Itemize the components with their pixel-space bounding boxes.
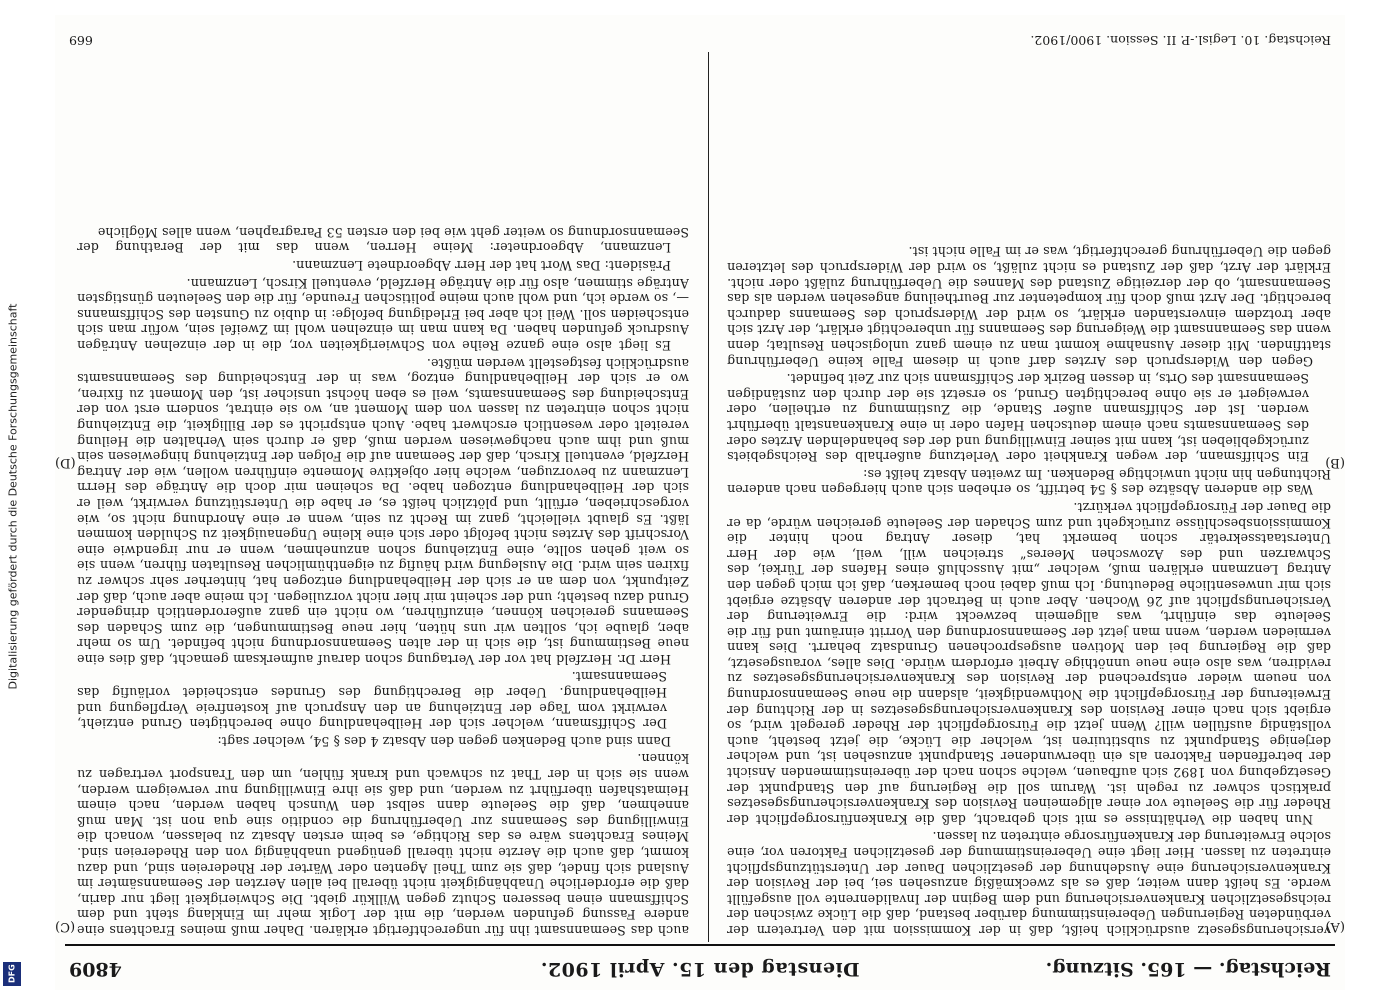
marker-a: (A): [1325, 919, 1345, 934]
paragraph: Herr Dr. Herzfeld hat vor der Vertagung schon darauf aufmerksam gemacht, daß dies eine neue Bestimmung ist, die sich in der alten Seemannsordnung nicht befindet. Um so mehr aber, glaube ich, sollten wir uns hüten, hier neue Bestimmungen, die zum Schaden des Seemanns gereichen können, einzuführen, wo nicht ein ganz außerordentlich dringender Grund dazu besteht; und der scheint mir hier nicht vorzuliegen. Ich meine aber auch, daß der Zeitpunkt, von dem an er sich der Heilbehandlung entzogen hat, hinterher sehr schwer zu fixiren sein wird. Die Auslegung wird häufig zu eigenthümlichen Resultaten führen, wenn sie so weit gehen sollte, eine Entziehung schon anzunehmen, wenn er nur irgendwie eine Vorschrift des Arztes nicht befolgt oder sich eine kleine Ungenauigkeit zu Schulden kommen läßt. Es glaubt vielleicht, ganz im Recht zu sein, wenn er eine Anordnung nicht so, wie vorgeschrieben, erfüllt, und plötzlich heißt es, er habe die Unterstützung verwirkt, weil er sich der Heilbehandlung entzogen habe. Da scheinen mir doch die Anträge des Herrn Lenzmann zu bevorzugen, welche hier objektive Momente einführen wollen, wie der Antrag Herzfeld, eventuell Kirsch, daß der Seemann auf die Folgen der Entziehung hingewiesen sein muß und ihm auch nachgewiesen werden muß, daß er durch sein Verhalten die Heilung vereitelt oder wesentlich erschwert habe. Auch entspricht es der Billigkeit, die Entziehung nicht schon eintreten zu lassen von dem Moment an, wo sie eintrat, sondern erst von der Entscheidung des Seemannsamts, weil es eben höchst unsicher ist, den Moment zu fixiren, wo er sich der Heilbehandlung entzog, was in der Entscheidung des Seemannsamts ausdrücklich festgestellt werden müßte.: [77, 355, 689, 667]
speaker-paragraph: Lenzmann, Abgeordneter: Meine Herren, wenn das mit der Berathung der Seemannsordnung so weiter geht wie bei den ersten 53 Paragraphen, wenn alles Mögliche: [77, 224, 689, 256]
marker-b: (B): [1325, 455, 1345, 470]
page-number: 4809: [69, 958, 122, 980]
speaker-paragraph: Präsident: Das Wort hat der Herr Abgeordnete Lenzmann.: [291, 258, 671, 274]
quoted-paragraph: Ein Schiffsmann, der wegen Krankheit oder Verletzung außerhalb des Reichsgebiets zurückgeblieben ist, kann mit seiner Einwilligung und der des behandelnden Arztes oder des Seemannsamts nach einem deutschen Hafen oder in eine Krankenanstalt überführt werden. Ist der Schiffsmann außer Stande, die Zustimmung zu ertheilen, oder verweigert er sie ohne berechtigten Grund, so ersetzt sie der durch den zuständigen Seemannsamt des Orts, in dessen Bezirk der Schiffsmann sich zur Zeit befindet.: [727, 371, 1309, 465]
paragraph: Gegen den Widerspruch des Arztes darf auch in diesem Falle keine Ueberführung stattfinden. Mit dieser Ausnahme kommt man zu einem ganz unlogischen Resultat; denn wenn das Seemannsamt die Weigerung des Seemanns für unberechtigt erklärt, der Arzt sich aber trotzdem einverstanden erklärt, so wird der Widerspruch des Seemanns dadurch berechtigt. Der Arzt muß doch für kompetenter zur Beurtheilung angesehen werden als das Seemannsamt, ob der derzeitige Zustand des Mannes die Ueberführung zuläßt oder nicht. Erklärt der Arzt, daß der Zustand es nicht zuläßt, so wird der Widerspruch des letzteren gegen die Ueberführung gerechtfertigt, was er im Falle nicht ist.: [727, 244, 1331, 369]
page-content: [55, 15, 1345, 990]
paragraph: Was die anderen Absätze des § 54 betrifft, so erheben sich auch hiergegen nach anderen Richtungen hin nicht unwichtige Bedenken. Im zweiten Absatz heißt es:: [727, 466, 1331, 498]
marker-c: (C): [55, 919, 76, 934]
header-rule: [65, 944, 1335, 946]
scanned-page: [55, 15, 1345, 990]
paragraph: auch das Seemannsamt ihn für ungerechtfertigt erklären. Daher muß meines Erachtens eine andere Fassung gefunden werden, die mit der Logik mehr im Einklang steht und dem Schiffsmann einen besseren Schutz gegen Willkür giebt. Die Schwierigkeit liegt nur darin, daß die erforderliche Unabhängigkeit nicht überall bei allen Aerzten der Seemannsämter im Ausland sich findet, daß sie zum Theil Agenten oder Wärter der Rhedereien sind, und dazu kommt, daß auch die Aerzte nicht überall genügend unabhängig von den Rhedereien sind. Meines Erachtens wäre es das Richtige, es beim ersten Absatz zu belassen, wonach die Einwilligung des Seemanns zur Ueberführung die conditio sine qua non ist. Man muß annehmen, daß die Seeleute dann selbst den Wunsch haben werden, nach einem Heimatshafen überführt zu werden, und daß sie ihre Einwilligung nur verweigern werden, wenn sie sich in der That zu schwach und krank fühlen, um den Transport vertragen zu können.: [77, 751, 689, 938]
right-column: [77, 58, 689, 938]
paragraph: Es liegt also eine ganze Reihe von Schwierigkeiten vor, die in der einzelnen Anträgen Ausdruck gefunden haben. Da kann man im einzelnen wohl im Zweifel sein, wofür man sich entscheiden soll. Weil ich aber bei Erledigung befolge: in dubio zu Gunsten des Schiffsmanns —, so werde ich, und wohl auch meine politischen Freunde, für die den Seeleuten günstigsten Anträge stimmen, also für die Anträge Herzfeld, eventuell Kirsch, Lenzmann.: [77, 275, 689, 354]
dfg-logo: DFG: [3, 962, 21, 986]
funding-note: Digitalisierung gefördert durch die Deutsche Forschungsgemeinschaft: [6, 303, 20, 690]
page-header: [69, 950, 1331, 984]
left-column: [727, 58, 1331, 938]
paragraph: versicherungsgesetz ausdrücklich heißt, daß in der Kommission mit den Vertretern der verbündeten Regierungen Uebereinstimmung darüber bestand, daß die Lücke zwischen der reichsgesetzlichen Krankenversicherung und dem Beginn der Invalidenrente voll ausgefüllt werde. Es heißt dann weiter, daß es als zweckmäßig anzusehen sei, bei der Revision der Krankenversicherung eine Ausdehnung der gesetzlichen Dauer der Unterstützungspflicht eintreten zu lassen. Hier liegt eine Uebereinstimmung der gesetzlichen Faktoren vor, eine solche Erweiterung der Krankenfürsorge eintreten zu lassen.: [727, 829, 1331, 938]
paragraph: Nun haben die Verhältnisse es mit sich gebracht, daß die Krankenfürsorgepflicht der Rheder für die Seeleute vor einer allgemeinen Revision des Krankenversicherungsgesetzes praktisch schwer zu regeln ist. Warum soll die Regierung auf den Standpunkt der Gesetzgebung von 1892 sich aufbauen, welche schon nach der übereinstimmenden Ansicht der betreffenden Faktoren als ein überwundener Standpunkt anzusehen ist, und welcher derjenige Standpunkt zu substituiren ist, welcher die Lücke, die jetzt besteht, auch vollständig ausfüllen will? Wenn jetzt die Fürsorgepflicht der Rheder geregelt wird, so ergiebt sich nach einer Revision des Krankenversicherungsgesetzes in der Richtung der Erweiterung der Fürsorgepflicht die Nothwendigkeit, alsdann die neue Seemannsordnung von neuem wieder entsprechend der Revision des Krankenversicherungsgesetzes zu revidiren, was also eine neue unnöthige Arbeit erfordern würde. Dies alles, vorausgesetzt, daß die Regierung bei den Motiven ausgesprochenen Grundsatz beharrt. Dies kann vermieden werden, wenn man jetzt der Seemannsordnung den Vorritt einräumt und für die Seeleute das einführt, was allgemein bezweckt wird: die Erweiterung der Versicherungspflicht auf 26 Wochen. Aber auch in Betracht der anderen Absätze ergiebt sich mir unwesentliche Bedeutung. Ich muß dabei noch bemerken, daß ich mich gegen den Antrag Lenzmann erklären muß, welcher „mit Ausschluß eines Hafens der Türkei, des Schwarzen und des Azowschen Meeres“ streichen will, weil, wie der Herr Unterstaatssekretär schon bemerkt hat, dieser Antrag noch hinter die Kommissionsbeschlüsse zurückgeht und zum Schaden der Seeleute gereichen würde, da er die Dauer der Fürsorgepflicht verkürzt.: [727, 499, 1331, 827]
quoted-paragraph: Der Schiffsmann, welcher sich der Heilbehandlung ohne berechtigten Grund entzieht, verwirkt vom Tage der Entziehung an den Anspruch auf kostenfreie Verpflegung und Heilbehandlung. Ueber die Berechtigung des Grundes entscheidet vorläufig das Seemannsamt.: [77, 669, 667, 732]
marker-d: (D): [55, 455, 76, 470]
column-divider: [708, 52, 709, 942]
session-date: Dienstag den 15. April 1902.: [540, 958, 860, 980]
paragraph: Dann sind auch Bedenken gegen den Absatz 4 des § 54, welcher sagt:: [217, 733, 671, 749]
funding-sidebar: [3, 10, 25, 990]
footer-session-info: Reichstag. 10. Legisl.-P. II. Session. 1900/1902.: [1030, 33, 1331, 48]
footer-page-number: 669: [69, 33, 93, 48]
session-title: Reichstag. — 165. Sitzung.: [1045, 958, 1331, 980]
